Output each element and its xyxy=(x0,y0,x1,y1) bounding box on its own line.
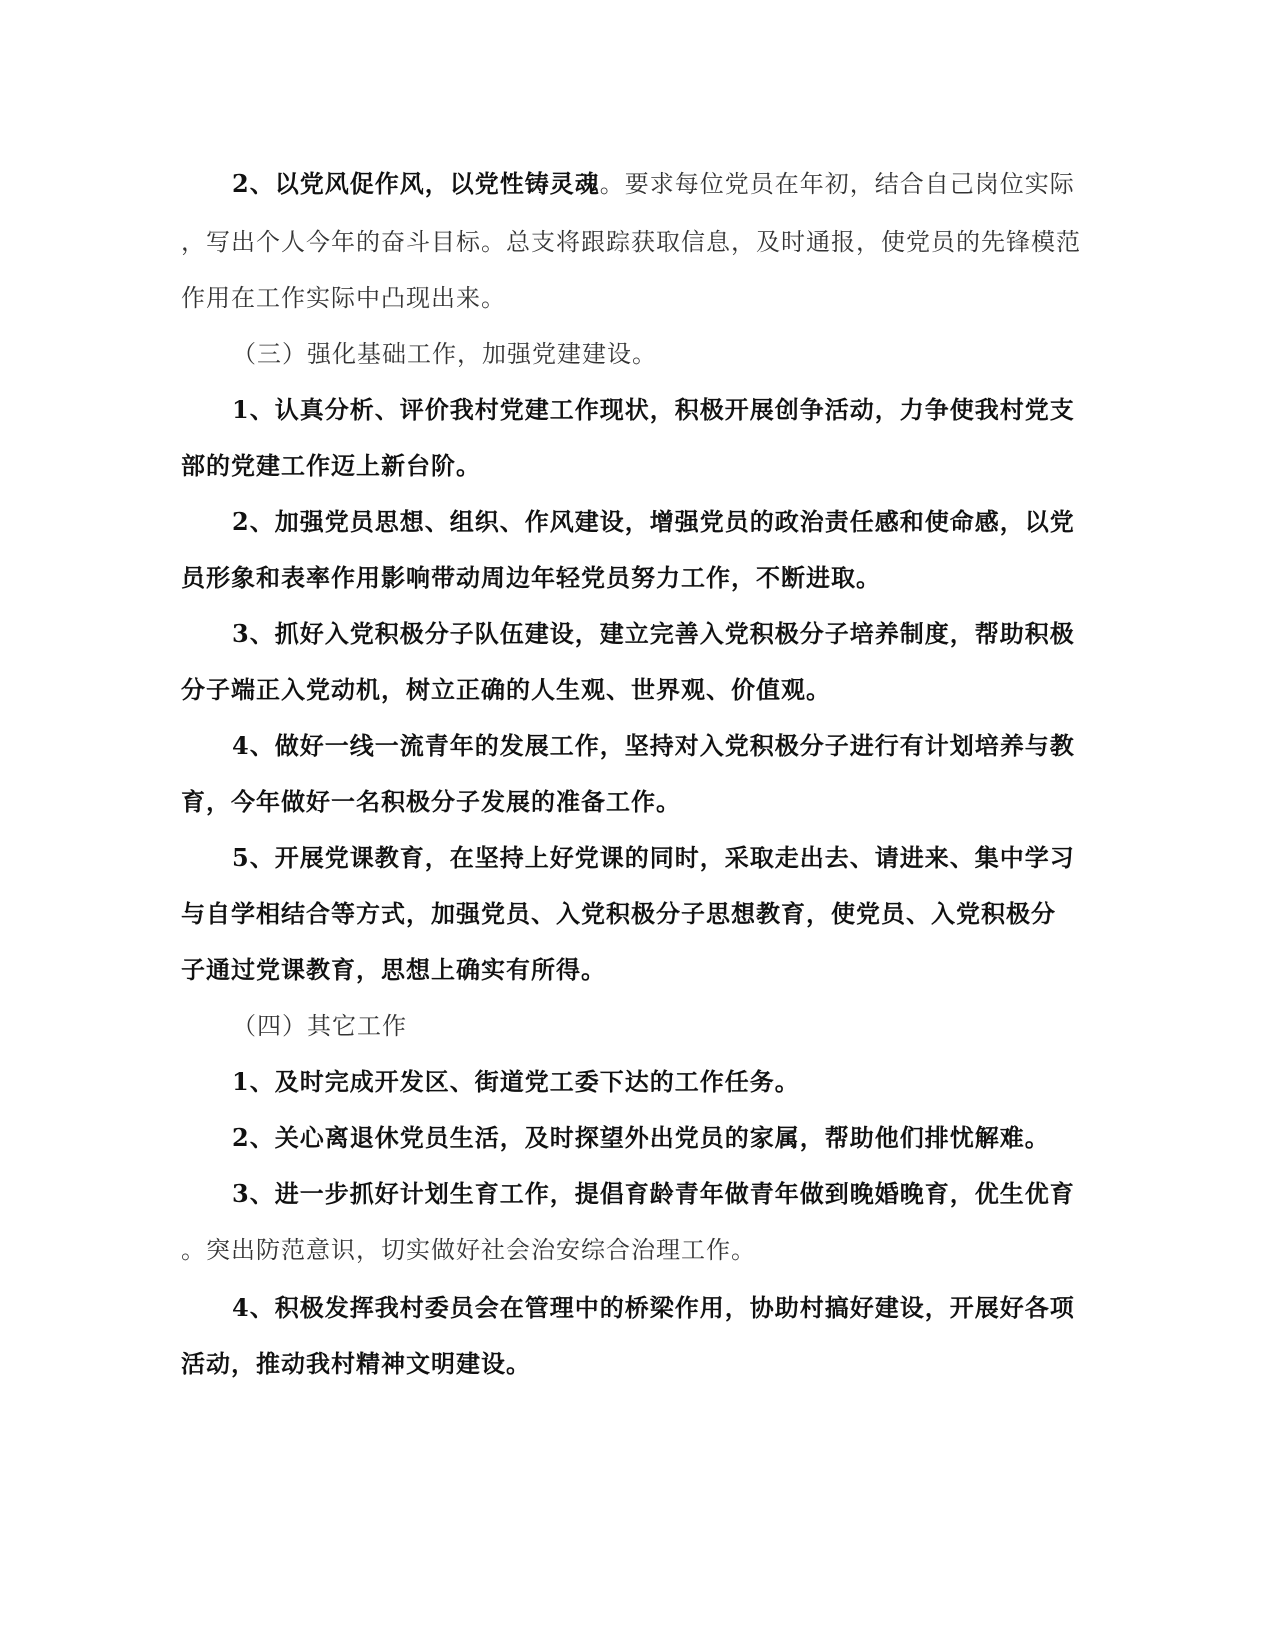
paragraph-1-normal-run: 。要求每位党员在年初，结合自己岗位实际 xyxy=(599,170,1075,198)
paragraph-9-line-1: 1、及时完成开发区、街道党工委下达的工作任务。 xyxy=(232,1067,800,1096)
paragraph-1-line-2: ，写出个人今年的奋斗目标。总支将跟踪获取信息，及时通报，使党员的先锋模范 xyxy=(181,228,1081,256)
paragraph-3-line-2: 部的党建工作迈上新台阶。 xyxy=(181,451,481,480)
paragraph-1-line-3: 作用在工作实际中凸现出来。 xyxy=(181,284,506,312)
paragraph-3-line-1: 1、认真分析、评价我村党建工作现状，积极开展创争活动，力争使我村党支 xyxy=(232,395,1075,424)
paragraph-4-line-2: 员形象和表率作用影响带动周边年轻党员努力工作，不断进取。 xyxy=(181,563,881,592)
section-heading-3: （三）强化基础工作，加强党建建设。 xyxy=(232,340,657,368)
paragraph-7-line-3: 子通过党课教育，思想上确实有所得。 xyxy=(181,955,606,984)
paragraph-12-line-2: 活动，推动我村精神文明建设。 xyxy=(181,1349,531,1378)
paragraph-7-line-2: 与自学相结合等方式，加强党员、入党积极分子思想教育，使党员、入党积极分 xyxy=(181,899,1056,928)
paragraph-7-line-1: 5、开展党课教育，在坚持上好党课的同时，采取走出去、请进来、集中学习 xyxy=(232,843,1075,872)
paragraph-6-line-1: 4、做好一线一流青年的发展工作，坚持对入党积极分子进行有计划培养与教 xyxy=(232,731,1075,760)
paragraph-12-line-1: 4、积极发挥我村委员会在管理中的桥梁作用，协助村搞好建设，开展好各项 xyxy=(232,1293,1075,1322)
paragraph-10-line-1: 2、关心离退休党员生活，及时探望外出党员的家属，帮助他们排忧解难。 xyxy=(232,1123,1050,1152)
paragraph-4-line-1: 2、加强党员思想、组织、作风建设，增强党员的政治责任感和使命感，以党 xyxy=(232,507,1075,536)
paragraph-5-line-1: 3、抓好入党积极分子队伍建设，建立完善入党积极分子培养制度，帮助积极 xyxy=(232,619,1075,648)
paragraph-1-bold-run: 2、以党风促作风，以党性铸灵魂 xyxy=(232,169,600,198)
section-heading-4: （四）其它工作 xyxy=(232,1012,407,1040)
paragraph-1-line-1 xyxy=(232,168,1075,200)
paragraph-11-line-2: 。突出防范意识，切实做好社会治安综合治理工作。 xyxy=(181,1236,756,1264)
paragraph-6-line-2: 育，今年做好一名积极分子发展的准备工作。 xyxy=(181,787,681,816)
paragraph-5-line-2: 分子端正入党动机，树立正确的人生观、世界观、价值观。 xyxy=(181,675,831,704)
paragraph-11-line-1: 3、进一步抓好计划生育工作，提倡育龄青年做青年做到晚婚晚育，优生优育 xyxy=(232,1179,1075,1208)
